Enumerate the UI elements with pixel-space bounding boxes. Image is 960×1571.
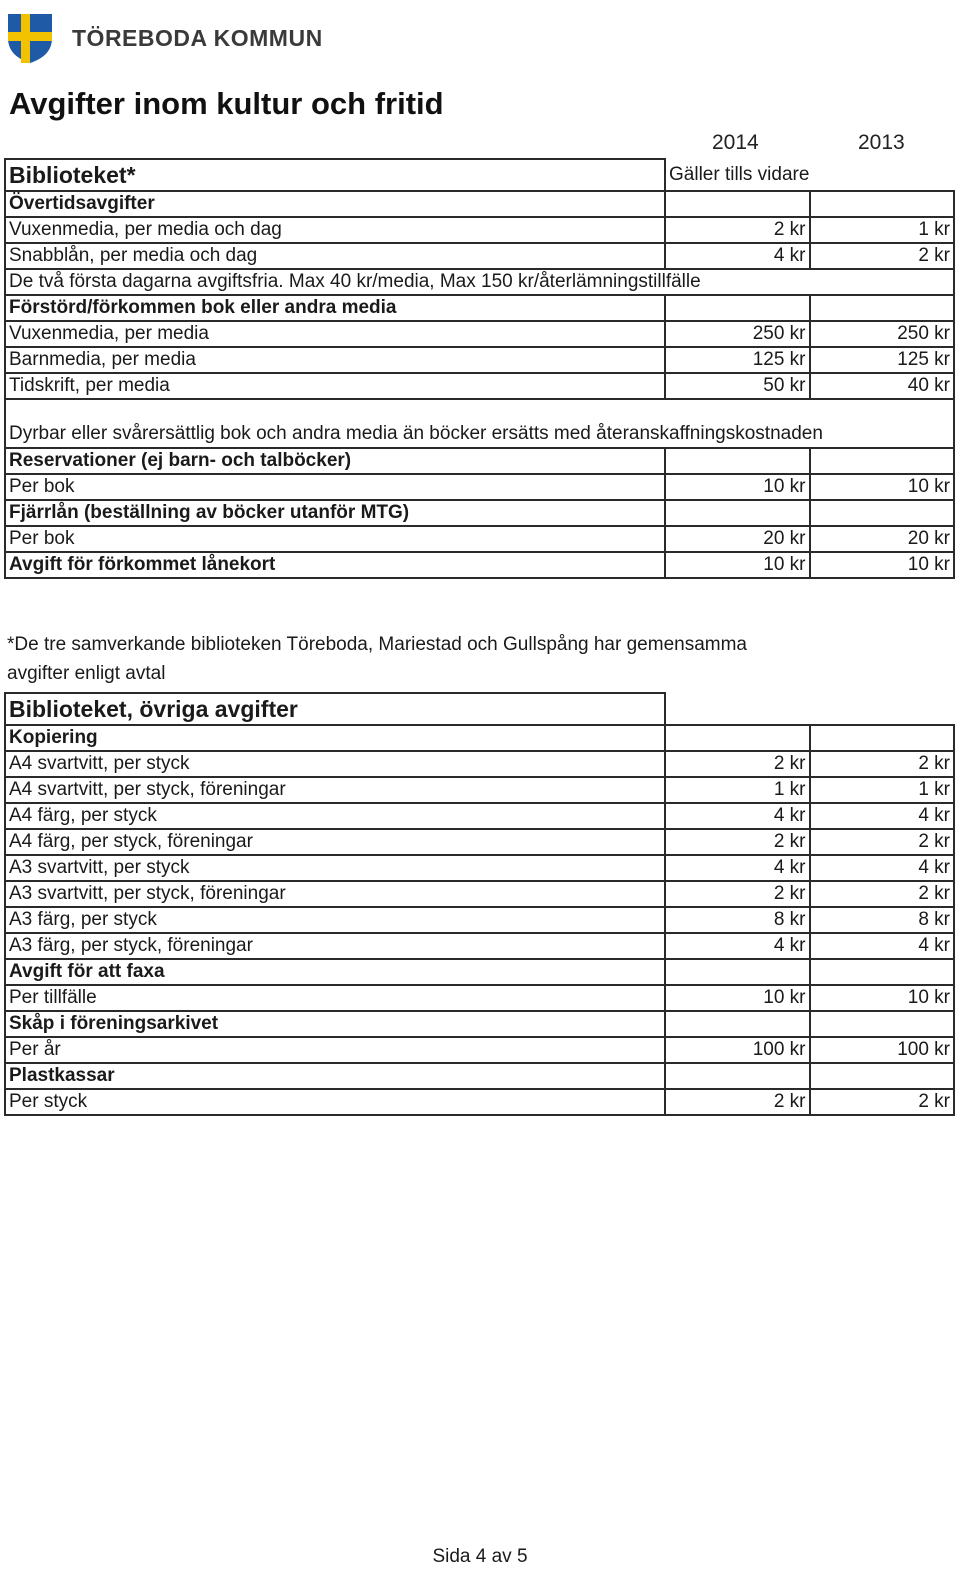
fee-label: A4 färg, per styck, föreningar <box>5 829 665 855</box>
table-row <box>5 191 954 217</box>
fee-2013: 40 kr <box>810 373 955 399</box>
category-label: Förstörd/förkommen bok eller andra media <box>5 295 665 321</box>
fee-label: Per styck <box>5 1089 665 1115</box>
fee-2014 <box>665 295 810 321</box>
fee-2013 <box>810 448 955 474</box>
fee-2013: 4 kr <box>810 803 955 829</box>
fee-label: Per år <box>5 1037 665 1063</box>
fee-2013: 4 kr <box>810 933 955 959</box>
fee-2013: 1 kr <box>810 777 955 803</box>
validity-note: Gäller tills vidare <box>669 163 810 185</box>
table-row <box>5 751 954 777</box>
fee-2014: 10 kr <box>665 552 810 578</box>
fee-2014 <box>665 1011 810 1037</box>
category-label: Reservationer (ej barn- och talböcker) <box>5 448 665 474</box>
fee-2014: 10 kr <box>665 474 810 500</box>
fee-2014 <box>665 959 810 985</box>
fee-2014: 8 kr <box>665 907 810 933</box>
fee-2013 <box>810 1011 955 1037</box>
fee-2014 <box>665 725 810 751</box>
fee-2014: 2 kr <box>665 217 810 243</box>
municipality-logo <box>6 12 323 64</box>
fee-2014: 20 kr <box>665 526 810 552</box>
fee-2013: 8 kr <box>810 907 955 933</box>
fee-2014 <box>665 448 810 474</box>
table-row <box>5 1089 954 1115</box>
table-row <box>5 269 954 295</box>
library-section-title: Biblioteket* <box>5 159 665 191</box>
category-label: Fjärrlån (beställning av böcker utanför MTG) <box>5 500 665 526</box>
table-row <box>5 1011 954 1037</box>
table-row <box>5 526 954 552</box>
fee-2014: 4 kr <box>665 855 810 881</box>
year-header-2014: 2014 <box>712 131 759 154</box>
fee-label: A4 färg, per styck <box>5 803 665 829</box>
fee-2013: 2 kr <box>810 751 955 777</box>
fee-2013: 125 kr <box>810 347 955 373</box>
fee-2014: 4 kr <box>665 933 810 959</box>
category-label: Plastkassar <box>5 1063 665 1089</box>
fee-2013: 10 kr <box>810 985 955 1011</box>
fee-label: Barnmedia, per media <box>5 347 665 373</box>
fee-2013: 10 kr <box>810 474 955 500</box>
fee-label: Vuxenmedia, per media <box>5 321 665 347</box>
fee-2014: 2 kr <box>665 829 810 855</box>
fee-label: Per bok <box>5 526 665 552</box>
fee-label: A3 svartvitt, per styck, föreningar <box>5 881 665 907</box>
fee-2013: 2 kr <box>810 881 955 907</box>
table-row <box>5 725 954 751</box>
fee-2013 <box>810 1063 955 1089</box>
fee-label: A3 färg, per styck <box>5 907 665 933</box>
category-label: Avgift för förkommet lånekort <box>5 552 665 578</box>
fee-2013: 2 kr <box>810 243 955 269</box>
table-row <box>5 399 954 448</box>
table-row <box>5 933 954 959</box>
fee-2013 <box>810 191 955 217</box>
fee-2013 <box>810 725 955 751</box>
fee-2014: 2 kr <box>665 881 810 907</box>
year-header-2013: 2013 <box>858 131 905 154</box>
table-row <box>5 829 954 855</box>
fee-label: Per tillfälle <box>5 985 665 1011</box>
table-row <box>5 1063 954 1089</box>
fee-2014: 125 kr <box>665 347 810 373</box>
other-fees-table <box>4 692 955 1116</box>
page-number: Sida 4 av 5 <box>432 1546 528 1567</box>
fee-2013: 10 kr <box>810 552 955 578</box>
table-row <box>5 881 954 907</box>
table-row <box>5 347 954 373</box>
table-row <box>5 959 954 985</box>
fee-label: Snabblån, per media och dag <box>5 243 665 269</box>
fee-label: Tidskrift, per media <box>5 373 665 399</box>
table-row <box>5 448 954 474</box>
fee-label: Per bok <box>5 474 665 500</box>
row-note: De två första dagarna avgiftsfria. Max 40 kr/media, Max 150 kr/återlämningstillfälle <box>5 269 954 295</box>
table-row <box>5 803 954 829</box>
fee-2013 <box>810 959 955 985</box>
fee-label: Vuxenmedia, per media och dag <box>5 217 665 243</box>
table-row <box>5 985 954 1011</box>
fee-label: A4 svartvitt, per styck, föreningar <box>5 777 665 803</box>
org-name: TÖREBODA KOMMUN <box>72 24 323 51</box>
fee-2013: 4 kr <box>810 855 955 881</box>
fee-2014: 4 kr <box>665 803 810 829</box>
row-note: Dyrbar eller svårersättlig bok och andra media än böcker ersätts med återanskaffningskostnaden <box>5 399 954 448</box>
table-row <box>5 373 954 399</box>
table-row <box>5 474 954 500</box>
fee-2014: 1 kr <box>665 777 810 803</box>
table-row <box>5 552 954 578</box>
table-row <box>5 777 954 803</box>
table-row <box>5 217 954 243</box>
category-label: Skåp i föreningsarkivet <box>5 1011 665 1037</box>
table-row <box>5 1037 954 1063</box>
page-title: Avgifter inom kultur och fritid <box>9 86 444 121</box>
fee-2014: 100 kr <box>665 1037 810 1063</box>
table-row <box>5 907 954 933</box>
fee-2014: 4 kr <box>665 243 810 269</box>
fee-label: A3 svartvitt, per styck <box>5 855 665 881</box>
fee-2013 <box>810 500 955 526</box>
category-label: Kopiering <box>5 725 665 751</box>
library-fees-table <box>4 158 955 579</box>
fee-2013: 2 kr <box>810 829 955 855</box>
fee-2013: 250 kr <box>810 321 955 347</box>
table-row <box>5 243 954 269</box>
other-section-title: Biblioteket, övriga avgifter <box>5 693 665 725</box>
fee-2014 <box>665 1063 810 1089</box>
fee-2014: 2 kr <box>665 1089 810 1115</box>
fee-2014: 10 kr <box>665 985 810 1011</box>
fee-2013: 1 kr <box>810 217 955 243</box>
fee-2014 <box>665 500 810 526</box>
category-label: Avgift för att faxa <box>5 959 665 985</box>
table-row <box>5 295 954 321</box>
table-row <box>5 855 954 881</box>
fee-label: A4 svartvitt, per styck <box>5 751 665 777</box>
table-row <box>5 500 954 526</box>
fee-2013: 2 kr <box>810 1089 955 1115</box>
fee-2013: 20 kr <box>810 526 955 552</box>
coat-of-arms-icon <box>6 12 54 64</box>
library-footnote: *De tre samverkande biblioteken Töreboda, Mariestad och Gullspång har gemensamma avgifter enligt avtal <box>7 634 747 684</box>
fee-2014 <box>665 191 810 217</box>
fee-label: A3 färg, per styck, föreningar <box>5 933 665 959</box>
fee-2014: 250 kr <box>665 321 810 347</box>
category-label: Övertidsavgifter <box>5 191 665 217</box>
fee-2013 <box>810 295 955 321</box>
table-row <box>5 321 954 347</box>
fee-2013: 100 kr <box>810 1037 955 1063</box>
fee-2014: 50 kr <box>665 373 810 399</box>
fee-2014: 2 kr <box>665 751 810 777</box>
